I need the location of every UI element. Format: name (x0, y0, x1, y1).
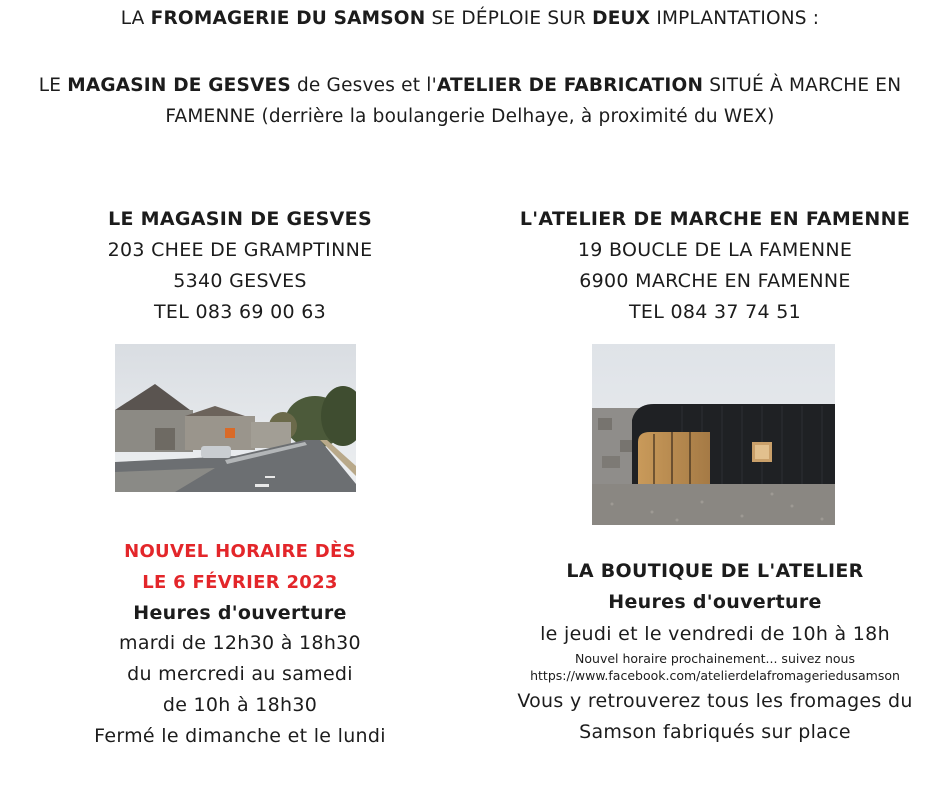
gesves-phone: TEL 083 69 00 63 (154, 301, 326, 323)
intro-1e: IMPLANTATIONS : (650, 8, 820, 29)
intro-line-1 (0, 8, 940, 29)
marche-hours-1: le jeudi et le vendredi de 10h à 18h (540, 623, 890, 645)
intro-2e: SITUÉ À MARCHE EN FAMENNE (derrière la boulangerie Delhaye, à proximité du WEX) (165, 75, 902, 127)
marche-hours-title: Heures d'ouverture (608, 591, 822, 613)
gesves-address-1: 203 CHEE DE GRAMPTINNE (107, 239, 373, 261)
intro-1a: LA (120, 8, 151, 29)
marche-title: L'ATELIER DE MARCHE EN FAMENNE (519, 208, 911, 230)
marche-note-1: Nouvel horaire prochainement... suivez nous (575, 651, 855, 666)
intro-1b: FROMAGERIE DU SAMSON (150, 8, 426, 29)
intro-2d: ATELIER DE FABRICATION (436, 75, 704, 96)
gesves-hours-1: mardi de 12h30 à 18h30 (119, 632, 361, 654)
marche-desc-2: Samson fabriqués sur place (579, 721, 851, 743)
intro-line-2 (0, 70, 940, 132)
marche-address-2: 6900 MARCHE EN FAMENNE (579, 270, 851, 292)
gesves-hours-4: Fermé le dimanche et le lundi (94, 725, 386, 747)
intro-2a: LE (38, 75, 68, 96)
gesves-notice-2: LE 6 FÉVRIER 2023 (142, 572, 338, 593)
intro-1d: DEUX (592, 8, 651, 29)
marche-atelier-photo (592, 344, 835, 525)
gesves-hours-3: de 10h à 18h30 (162, 694, 318, 716)
intro-2c: de Gesves et l' (290, 75, 437, 96)
marche-shop-block (490, 555, 940, 748)
gesves-hours-2: du mercredi au samedi (127, 663, 353, 685)
gesves-notice-1: NOUVEL HORAIRE DÈS (124, 541, 356, 562)
marche-address-block (490, 203, 940, 328)
intro-2b: MAGASIN DE GESVES (67, 75, 291, 96)
gesves-title: LE MAGASIN DE GESVES (108, 208, 372, 230)
intro-1c: SE DÉPLOIE SUR (425, 8, 593, 29)
gesves-address-2: 5340 GESVES (173, 270, 307, 292)
marche-facebook-link[interactable]: https://www.facebook.com/atelierdelafromageriedusamson (530, 668, 900, 683)
gesves-address-block (60, 203, 420, 328)
marche-address-1: 19 BOUCLE DE LA FAMENNE (577, 239, 853, 261)
gesves-hours-title: Heures d'ouverture (133, 602, 347, 624)
marche-desc-1: Vous y retrouverez tous les fromages du (517, 690, 913, 712)
marche-phone: TEL 084 37 74 51 (629, 301, 801, 323)
marche-shop-title: LA BOUTIQUE DE L'ATELIER (566, 560, 864, 582)
gesves-shop-photo (115, 344, 356, 492)
gesves-hours-block (60, 536, 420, 752)
